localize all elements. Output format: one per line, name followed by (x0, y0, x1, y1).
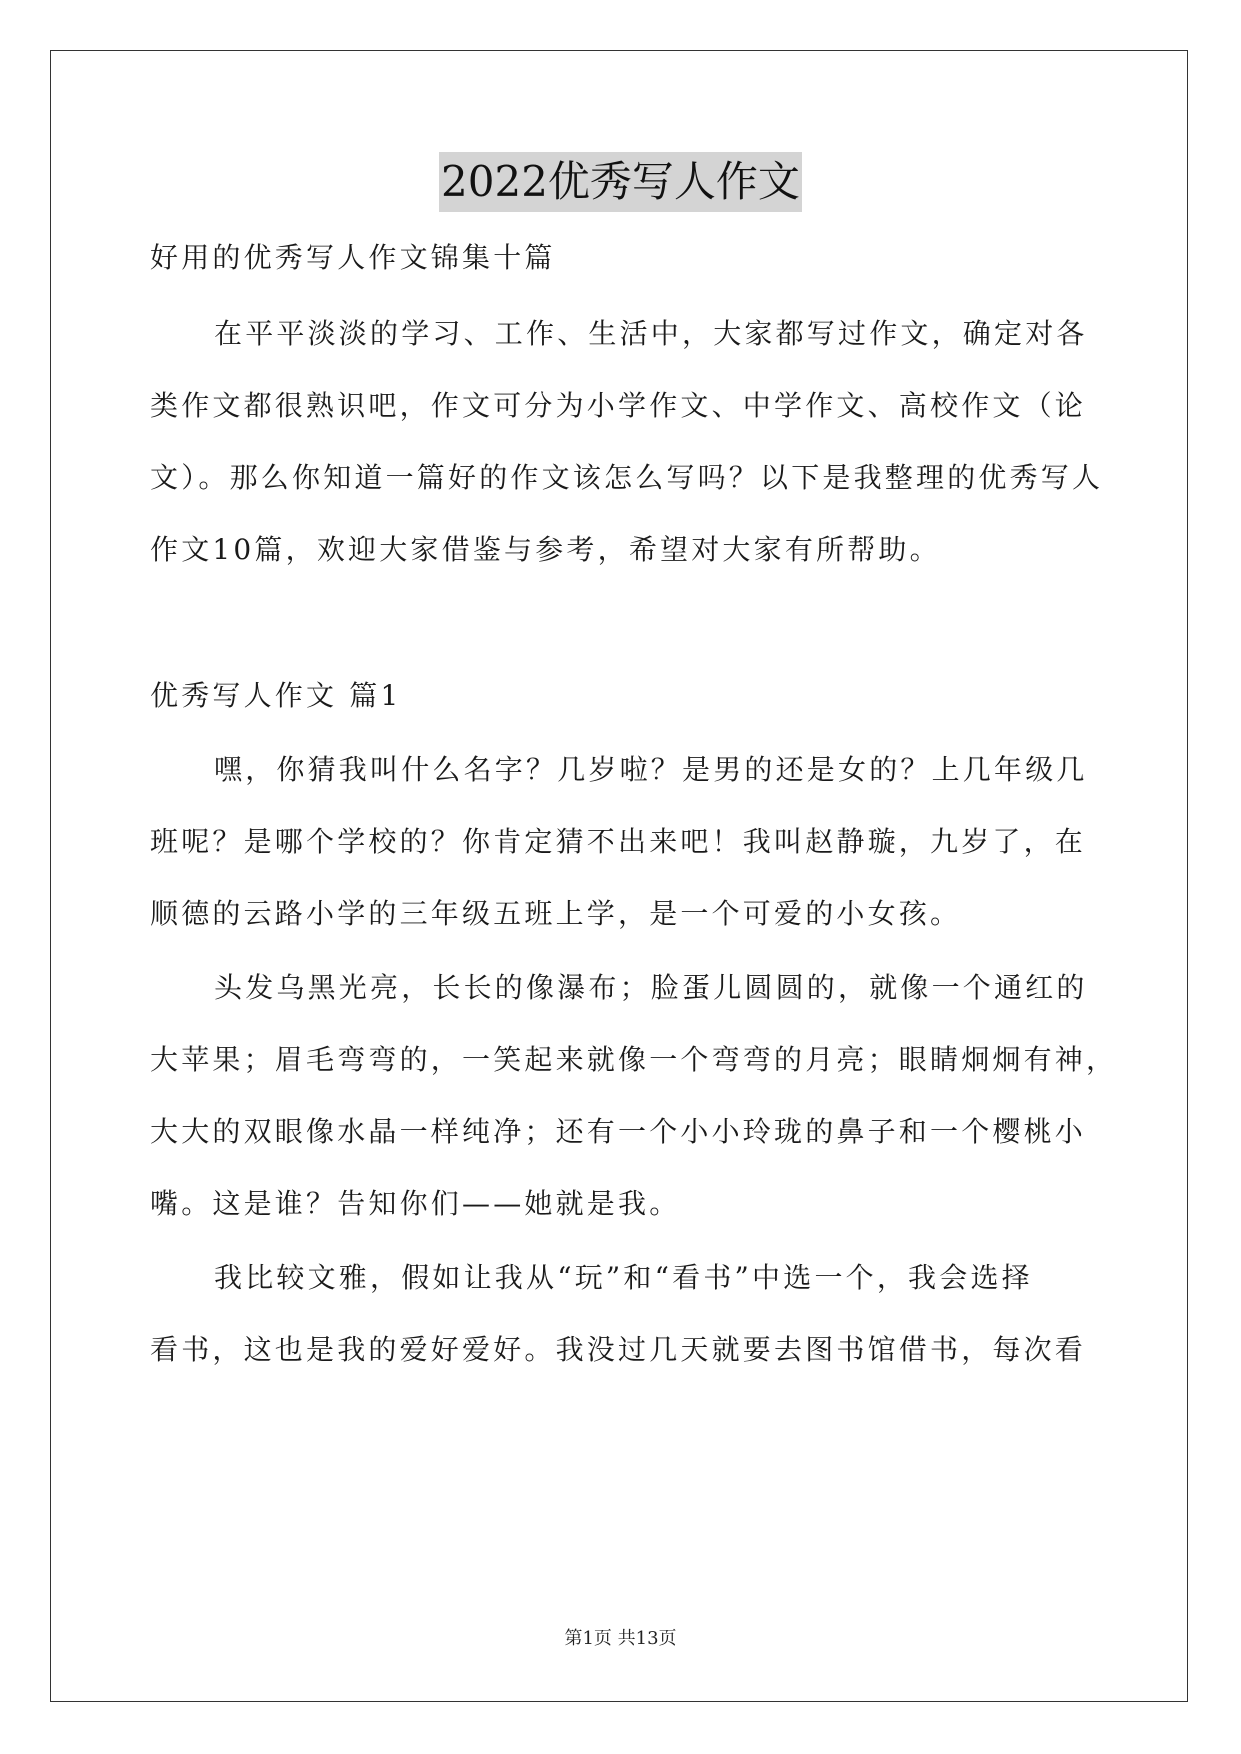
intro-line: 作文10篇，欢迎大家借鉴与参考，希望对大家有所帮助。 (150, 533, 941, 566)
document-title: 2022优秀写人作文 (439, 152, 802, 212)
document-subtitle: 好用的优秀写人作文锦集十篇 (150, 241, 556, 274)
paragraph-line: 看书，这也是我的爱好爱好。我没过几天就要去图书馆借书，每次看 (150, 1333, 1087, 1366)
paragraph-line: 我比较文雅，假如让我从“玩”和“看书”中选一个，我会选择 (214, 1261, 1033, 1294)
paragraph-line: 嘴。这是谁？告知你们——她就是我。 (150, 1187, 681, 1220)
section-heading: 优秀写人作文 篇1 (150, 679, 402, 712)
page-border (50, 50, 1188, 1702)
paragraph-line: 大大的双眼像水晶一样纯净；还有一个小小玲珑的鼻子和一个樱桃小 (150, 1115, 1087, 1148)
paragraph-line: 头发乌黑光亮，长长的像瀑布；脸蛋儿圆圆的，就像一个通红的 (214, 971, 1088, 1004)
intro-line: 类作文都很熟识吧，作文可分为小学作文、中学作文、高校作文（论 (150, 389, 1087, 422)
intro-line: 文）。那么你知道一篇好的作文该怎么写吗？以下是我整理的优秀写人 (150, 461, 1104, 494)
paragraph-line: 班呢？是哪个学校的？你肯定猜不出来吧！我叫赵静璇，九岁了，在 (150, 825, 1087, 858)
title-container (0, 152, 1241, 212)
intro-line: 在平平淡淡的学习、工作、生活中，大家都写过作文，确定对各 (214, 317, 1088, 350)
paragraph-line: 大苹果；眉毛弯弯的，一笑起来就像一个弯弯的月亮；眼睛炯炯有神， (150, 1043, 1118, 1076)
page-number-footer: 第1页 共13页 (564, 1628, 677, 1649)
paragraph-line: 顺德的云路小学的三年级五班上学，是一个可爱的小女孩。 (150, 897, 962, 930)
paragraph-line: 嘿，你猜我叫什么名字？几岁啦？是男的还是女的？上几年级几 (214, 753, 1088, 786)
